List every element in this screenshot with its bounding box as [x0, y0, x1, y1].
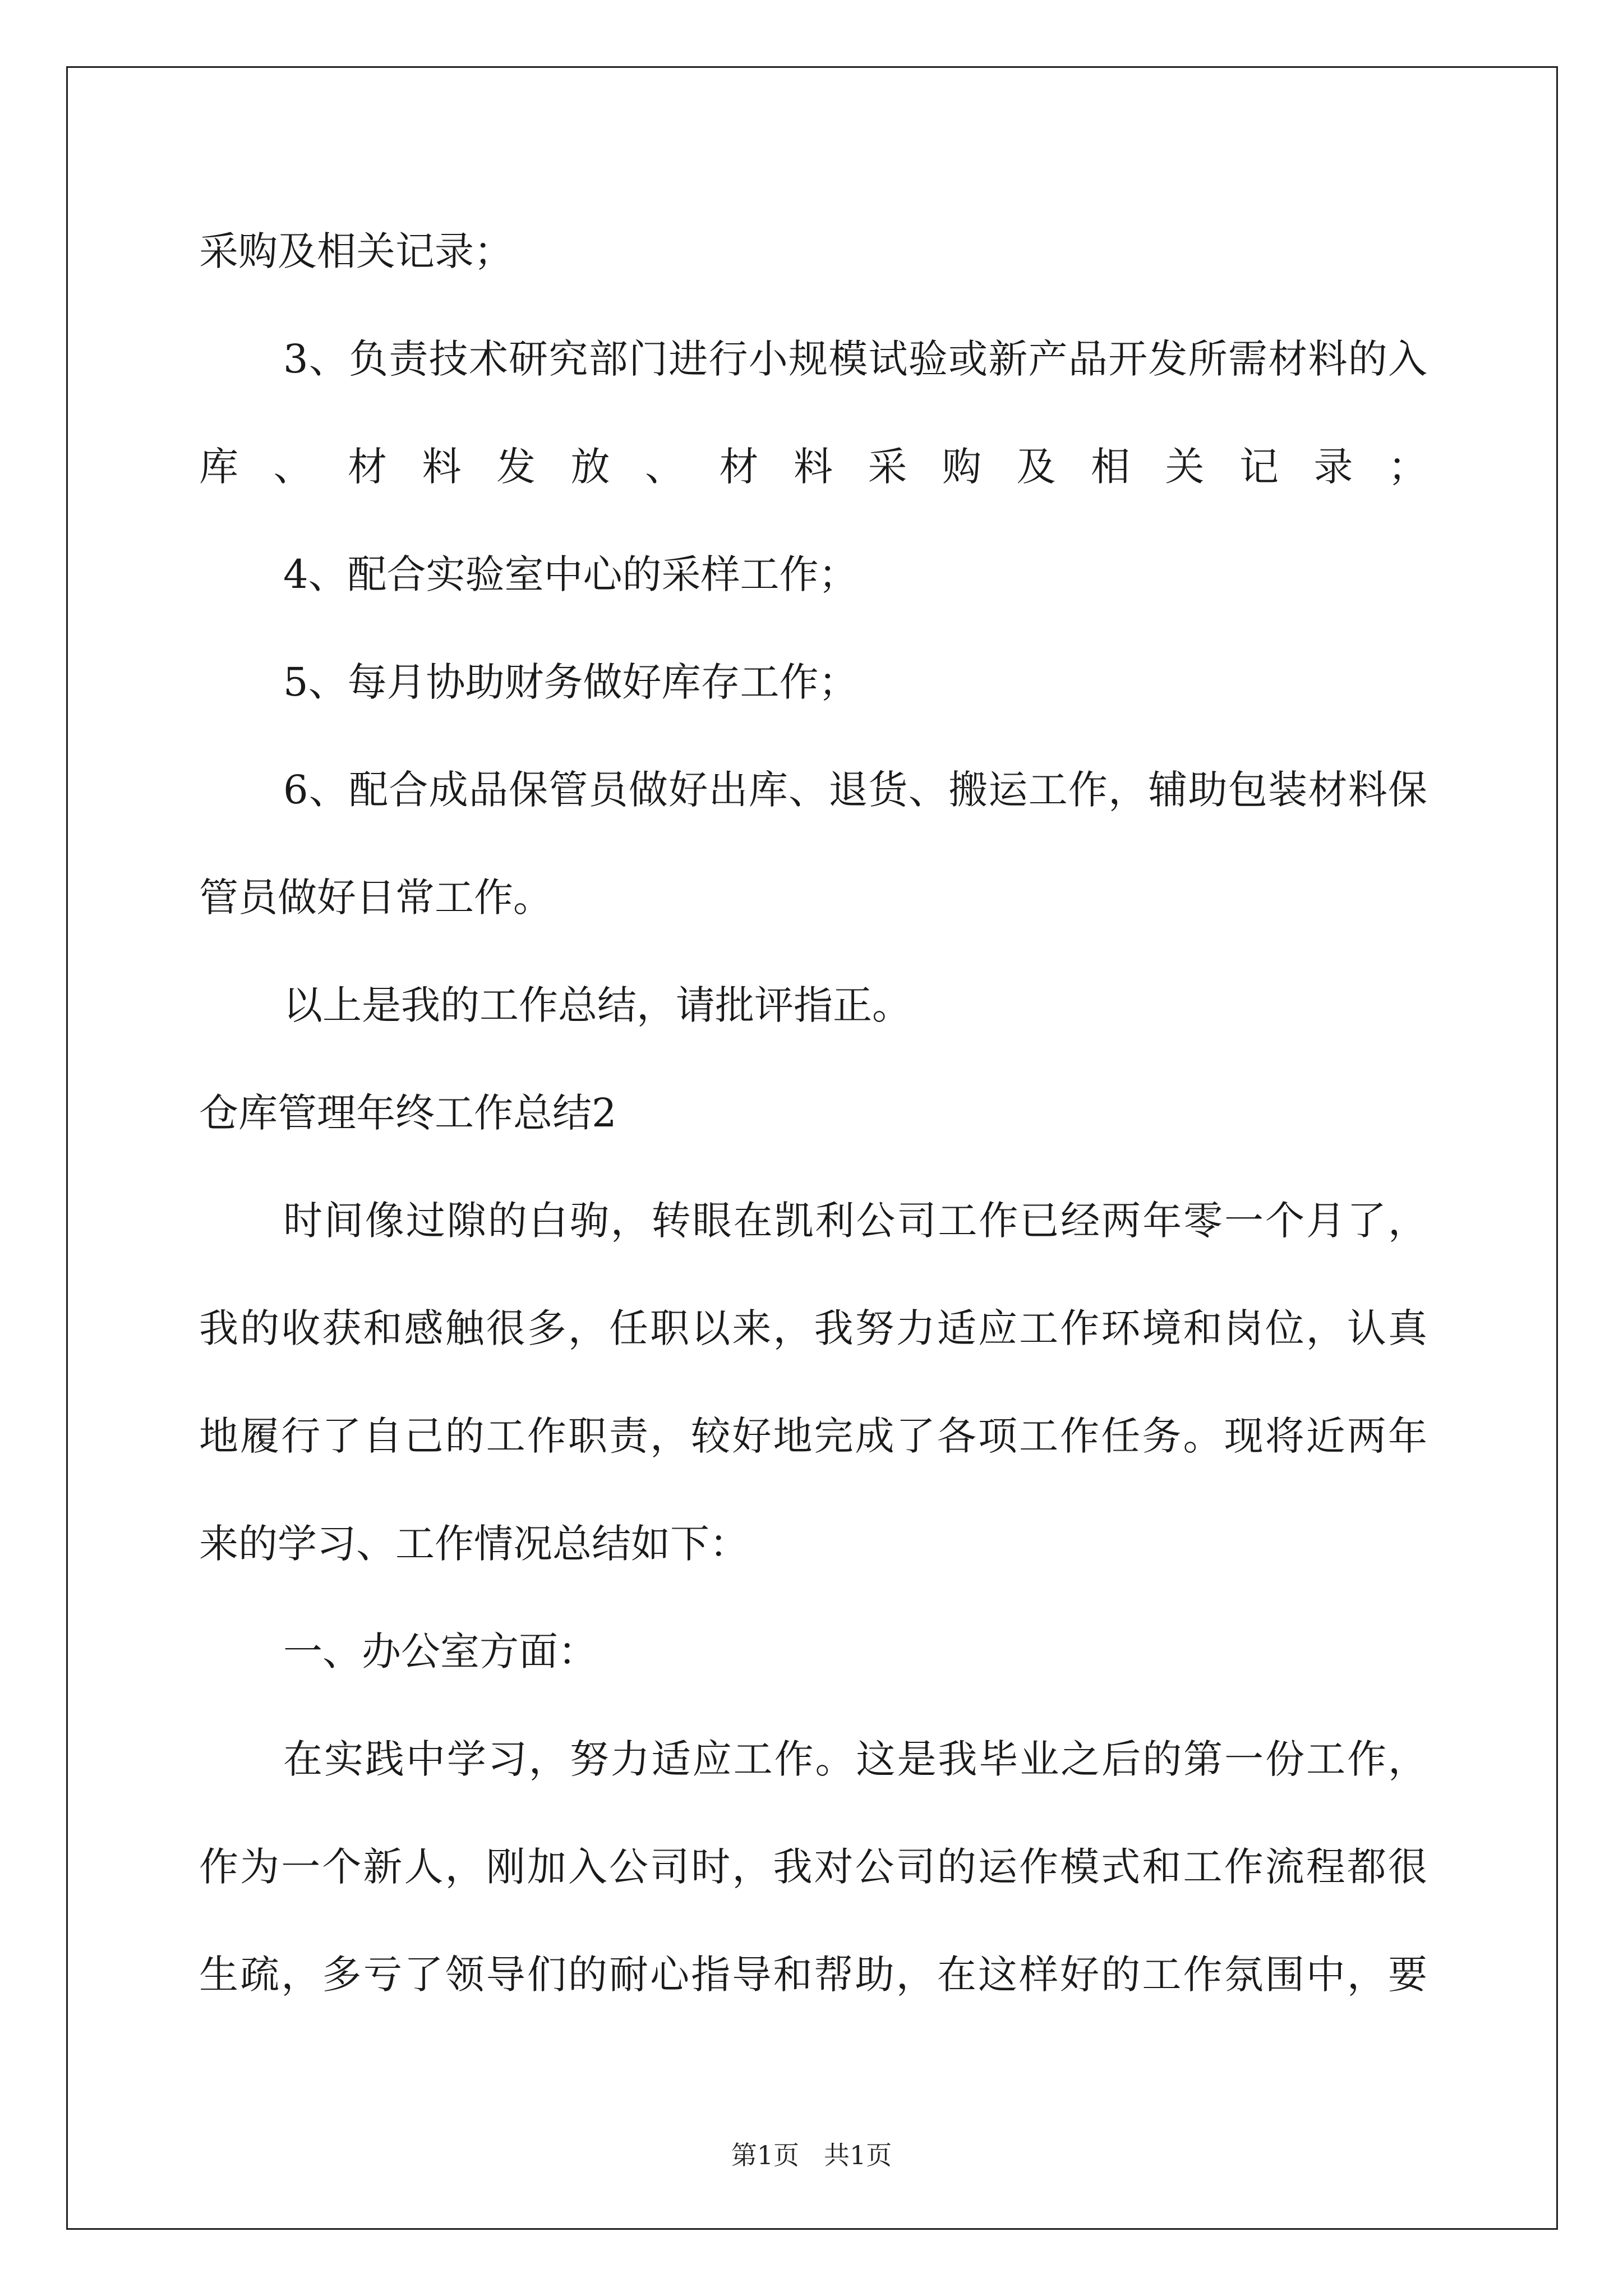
text-line: 时间像过隙的白驹，转眼在凯利公司工作已经两年零一个月了，	[283, 1198, 1427, 1244]
text-line: 采购及相关记录；	[199, 228, 513, 274]
page-total: 共1页	[824, 2140, 892, 2170]
text-line: 作为一个新人，刚加入公司时，我对公司的运作模式和工作流程都很	[199, 1844, 1427, 1890]
text-line: 以上是我的工作总结，请批评指正。	[283, 982, 911, 1028]
text-line: 6、配合成品保管员做好出库、退货、搬运工作，辅助包装材料保	[283, 767, 1427, 813]
text-line: 5、每月协助财务做好库存工作；	[283, 659, 858, 705]
text-line: 在实践中学习，努力适应工作。这是我毕业之后的第一份工作，	[283, 1736, 1427, 1782]
text-line: 库、材料发放、材料采购及相关记录；	[199, 444, 1427, 490]
text-line: 我的收获和感触很多，任职以来，我努力适应工作环境和岗位，认真	[199, 1305, 1427, 1351]
page-footer	[0, 2138, 1623, 2172]
text-line: 一、办公室方面：	[283, 1628, 597, 1674]
text-line: 地履行了自己的工作职责，较好地完成了各项工作任务。现将近两年	[199, 1413, 1427, 1459]
text-line: 来的学习、工作情况总结如下：	[199, 1521, 749, 1567]
document-body	[199, 218, 1427, 2049]
text-line: 生疏，多亏了领导们的耐心指导和帮助，在这样好的工作氛围中，要	[199, 1952, 1427, 1998]
section-heading: 仓库管理年终工作总结2	[199, 1090, 617, 1136]
text-line: 3、负责技术研究部门进行小规模试验或新产品开发所需材料的入	[283, 336, 1427, 382]
text-line: 管员做好日常工作。	[199, 875, 552, 921]
page-number: 第1页	[731, 2140, 799, 2170]
text-line: 4、配合实验室中心的采样工作；	[283, 551, 858, 597]
